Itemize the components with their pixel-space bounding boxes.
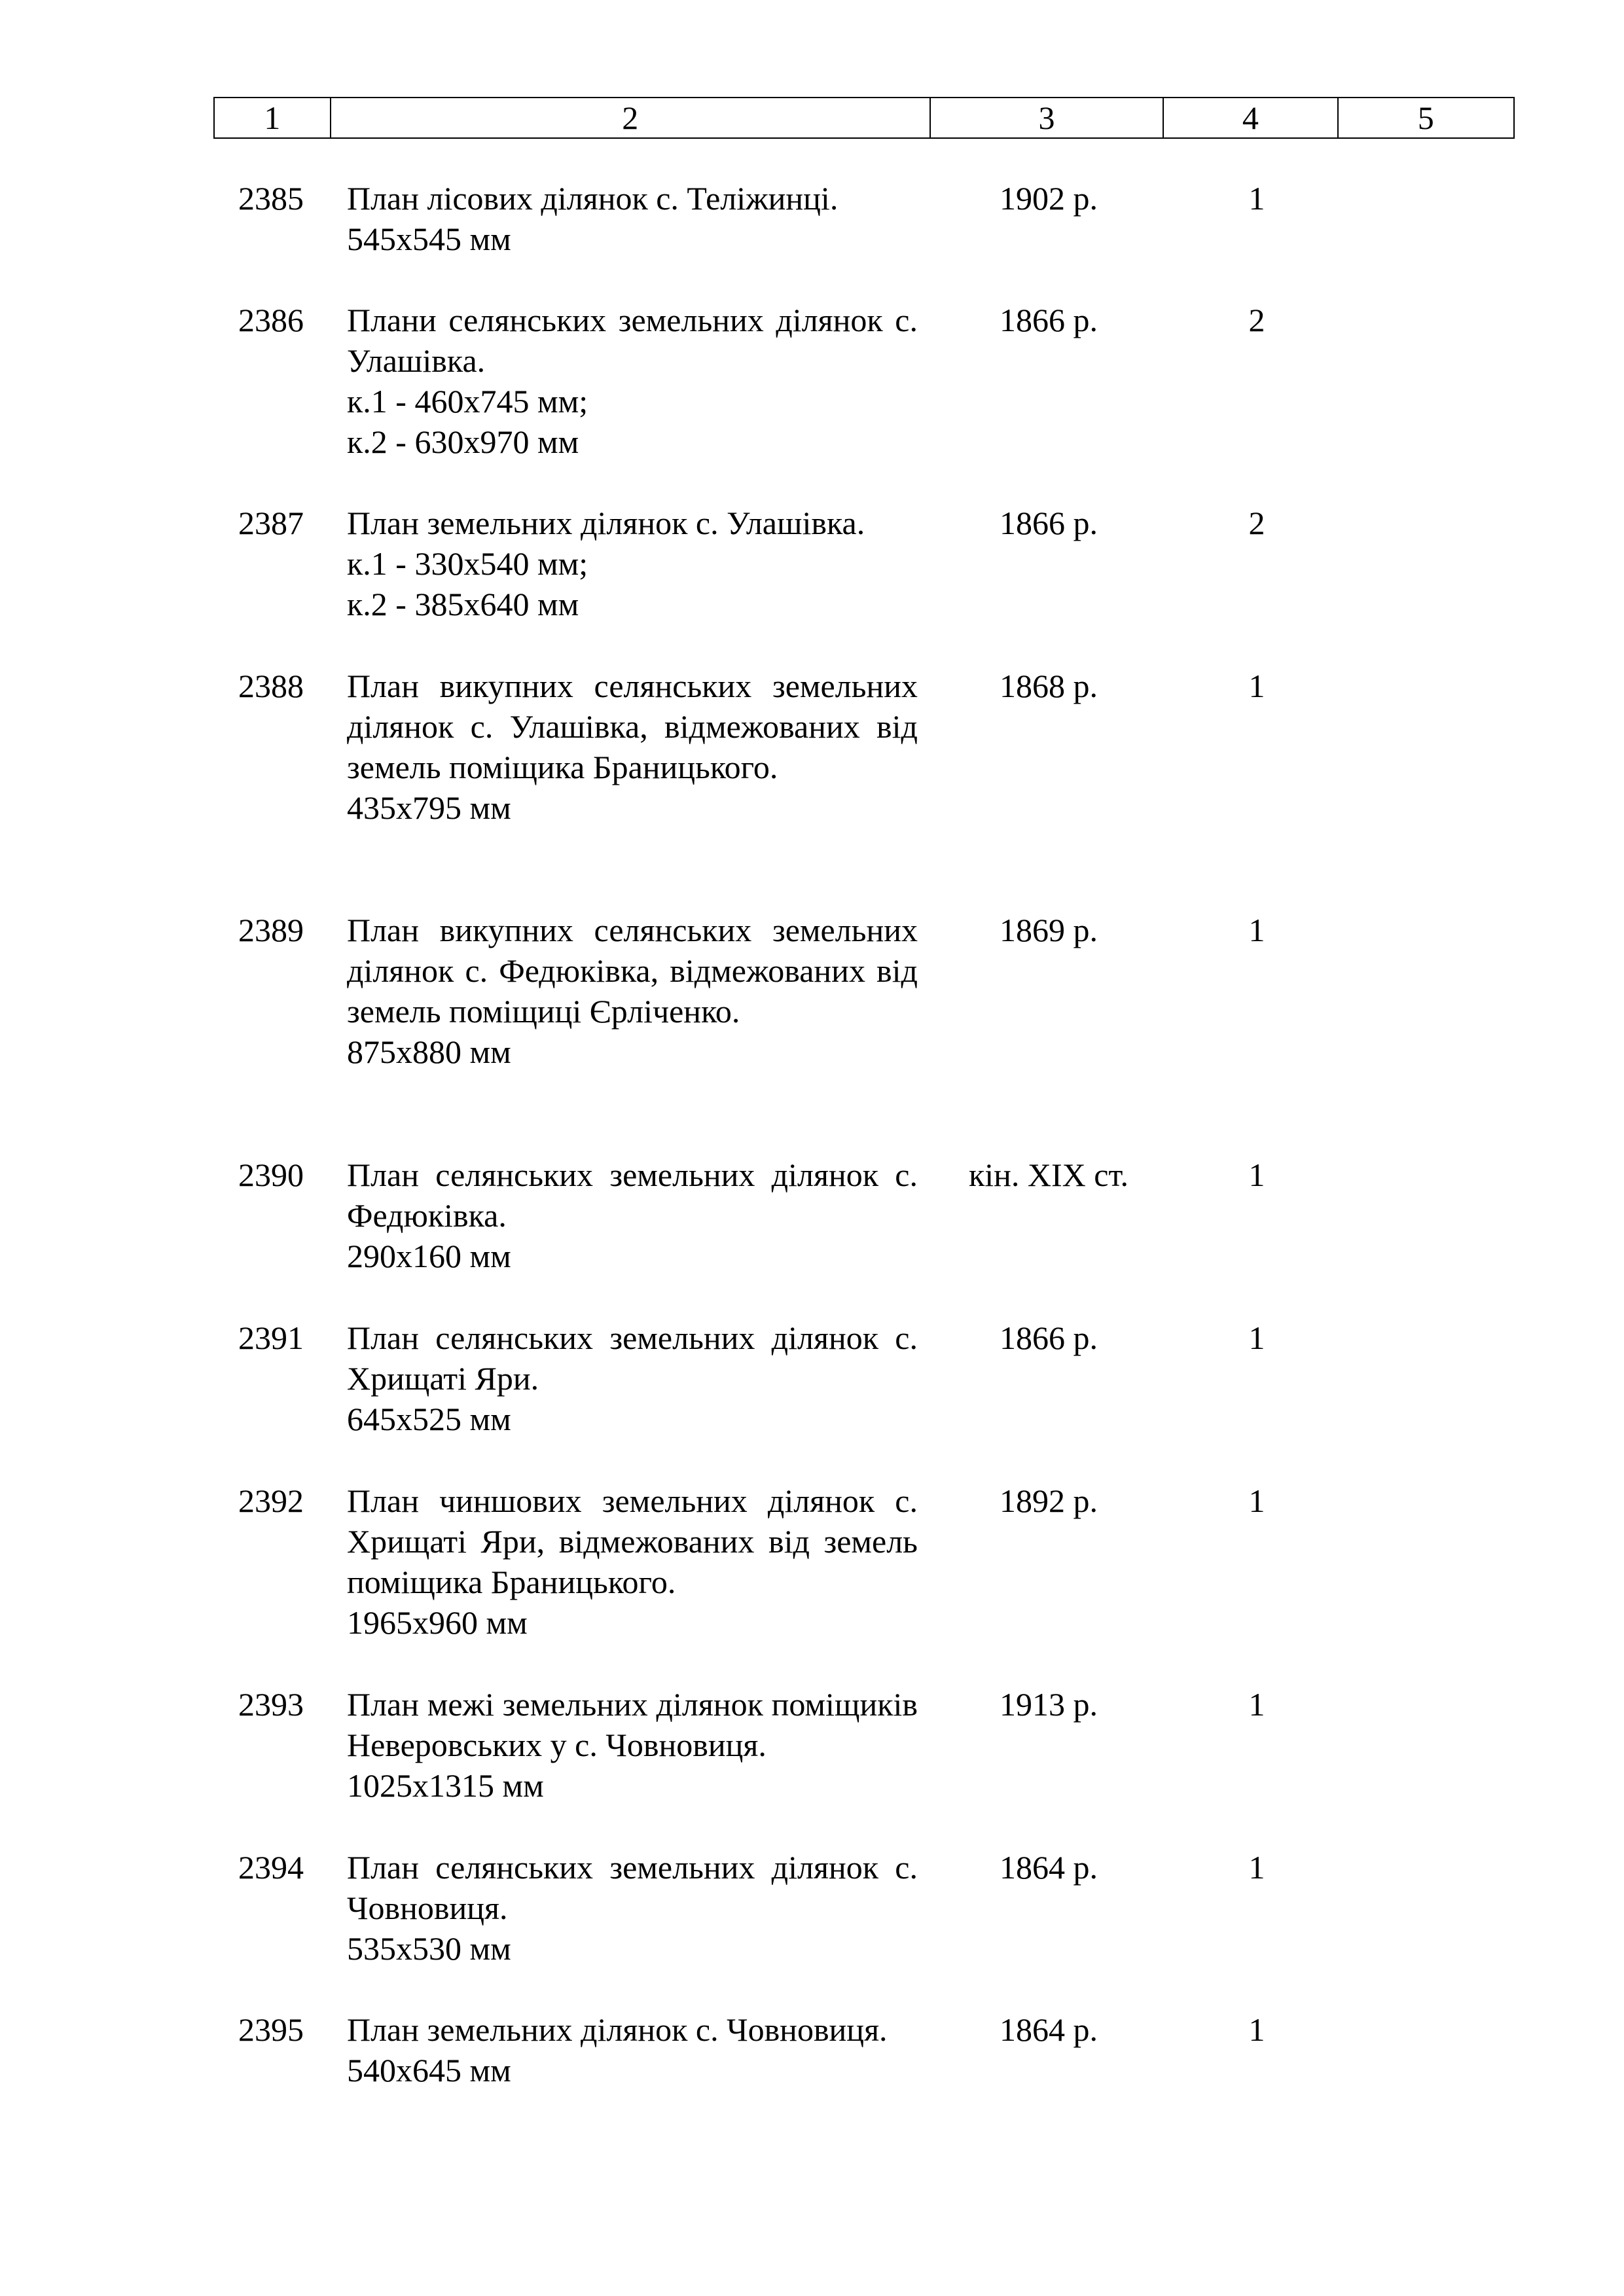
entry-dimensions: 545x545 мм xyxy=(347,221,511,257)
entry-count: 1 xyxy=(1248,912,1265,948)
entry-date: 1864 р. xyxy=(1000,2011,1098,2048)
entry-description xyxy=(347,1480,918,1643)
entry-count: 1 xyxy=(1248,1686,1265,1723)
entry-dimensions: 645x525 мм xyxy=(347,1401,511,1437)
entry-number: 2394 xyxy=(238,1849,304,1886)
entry-count: 1 xyxy=(1248,1849,1265,1886)
entry-title: План селянських земельних ділянок с. Човновиця. xyxy=(347,1849,918,1926)
entry-title: План викупних селянських земельних ділянок с. Улашівка, відмежованих від земель поміщика Браницького. xyxy=(347,668,918,785)
entry-description xyxy=(347,1847,918,1969)
entry-number: 2388 xyxy=(238,668,304,704)
entry-number: 2391 xyxy=(238,1319,304,1356)
entry-description xyxy=(347,178,918,259)
entry-count: 1 xyxy=(1248,1157,1265,1193)
entry-description xyxy=(347,1155,918,1276)
entry-description xyxy=(347,2009,918,2090)
entry-title: План межі земельних ділянок поміщиків Неверовських у с. Човновиця. xyxy=(347,1686,918,1763)
entry-dimensions: 290x160 мм xyxy=(347,1238,511,1274)
entry-dimensions: 875x880 мм xyxy=(347,1033,511,1070)
entry-date: кін. XIX ст. xyxy=(968,1157,1129,1193)
entry-count: 1 xyxy=(1248,1319,1265,1356)
entry-date: 1866 р. xyxy=(1000,302,1098,338)
header-col-1: 1 xyxy=(215,98,331,137)
header-col-3: 3 xyxy=(931,98,1164,137)
entry-title: План земельних ділянок с. Улашівка. xyxy=(347,505,865,541)
entry-number: 2389 xyxy=(238,912,304,948)
entry-date: 1913 р. xyxy=(1000,1686,1098,1723)
entry-description xyxy=(347,503,918,624)
entry-count: 1 xyxy=(1248,2011,1265,2048)
entry-description xyxy=(347,910,918,1072)
entry-dimensions: 435x795 мм xyxy=(347,789,511,826)
entry-dimensions: к.2 - 385x640 мм xyxy=(347,586,579,622)
entry-number: 2392 xyxy=(238,1482,304,1519)
entry-description xyxy=(347,666,918,828)
entry-title: План селянських земельних ділянок с. Хрищаті Яри. xyxy=(347,1319,918,1397)
entry-number: 2385 xyxy=(238,180,304,217)
entry-dimensions: к.1 - 460x745 мм; xyxy=(347,383,588,420)
entry-count: 1 xyxy=(1248,1482,1265,1519)
table-header xyxy=(213,97,1515,139)
entry-dimensions: 535x530 мм xyxy=(347,1930,511,1967)
entry-dimensions: 1025x1315 мм xyxy=(347,1767,544,1804)
header-col-4: 4 xyxy=(1164,98,1338,137)
entry-date: 1869 р. xyxy=(1000,912,1098,948)
entry-dimensions: к.2 - 630x970 мм xyxy=(347,423,579,460)
header-col-2: 2 xyxy=(331,98,931,137)
entry-date: 1866 р. xyxy=(1000,505,1098,541)
entry-title: План земельних ділянок с. Човновиця. xyxy=(347,2011,888,2048)
entry-description xyxy=(347,1684,918,1806)
entry-number: 2393 xyxy=(238,1686,304,1723)
header-col-5: 5 xyxy=(1417,99,1434,136)
entry-title: Плани селянських земельних ділянок с. Улашівка. xyxy=(347,302,918,379)
entry-description xyxy=(347,300,918,462)
entry-date: 1864 р. xyxy=(1000,1849,1098,1886)
entry-count: 2 xyxy=(1248,302,1265,338)
entry-count: 2 xyxy=(1248,505,1265,541)
entry-number: 2386 xyxy=(238,302,304,338)
entry-number: 2387 xyxy=(238,505,304,541)
entry-title: План лісових ділянок с. Теліжинці. xyxy=(347,180,839,217)
entry-date: 1902 р. xyxy=(1000,180,1098,217)
entry-date: 1868 р. xyxy=(1000,668,1098,704)
entry-dimensions: 540x645 мм xyxy=(347,2052,511,2089)
entry-title: План селянських земельних ділянок с. Федюківка. xyxy=(347,1157,918,1234)
entry-description xyxy=(347,1318,918,1439)
entry-count: 1 xyxy=(1248,668,1265,704)
entry-number: 2395 xyxy=(238,2011,304,2048)
entry-dimensions: 1965x960 мм xyxy=(347,1604,528,1641)
entry-date: 1892 р. xyxy=(1000,1482,1098,1519)
entry-title: План чиншових земельних ділянок с. Хрищаті Яри, відмежованих від земель поміщика Браницького. xyxy=(347,1482,918,1600)
entry-dimensions: к.1 - 330x540 мм; xyxy=(347,545,588,582)
entry-number: 2390 xyxy=(238,1157,304,1193)
entry-date: 1866 р. xyxy=(1000,1319,1098,1356)
entry-count: 1 xyxy=(1248,180,1265,217)
entry-title: План викупних селянських земельних ділянок с. Федюківка, відмежованих від земель поміщиці Єрліченко. xyxy=(347,912,918,1030)
